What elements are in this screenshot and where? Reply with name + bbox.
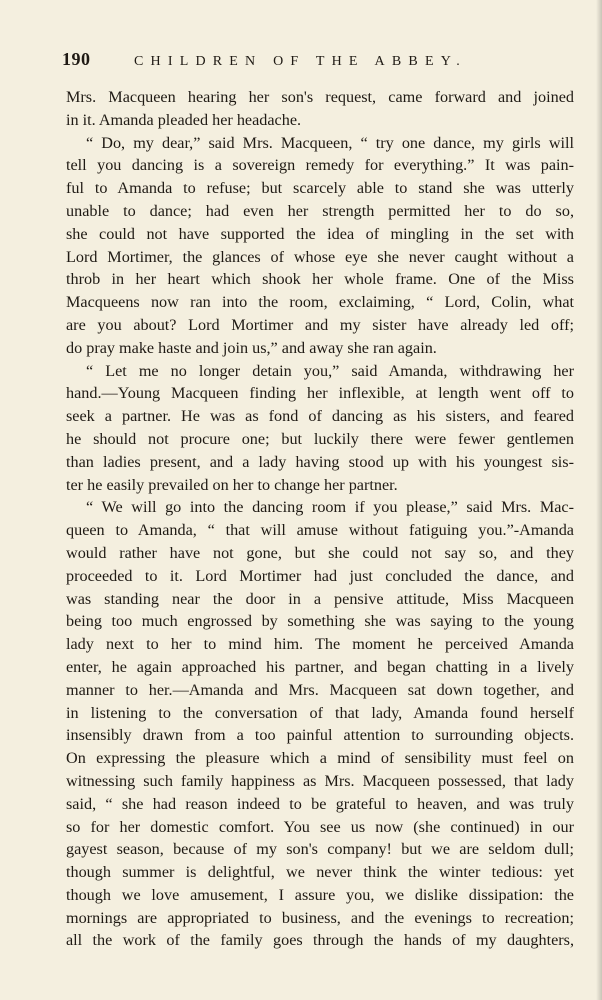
running-head: CHILDREN OF THE ABBEY.: [134, 54, 467, 69]
text-line: proceeded to it. Lord Mortimer had just concluded the dance, and: [66, 566, 574, 585]
text-line: said, “ she had reason indeed to be grateful to heaven, and was truly: [66, 794, 574, 813]
text-line: throb in her heart which shook her whole frame. One of the Miss: [66, 270, 574, 289]
page-header: [62, 49, 572, 71]
page-edge-shadow: [596, 0, 602, 1000]
text-line: enter, he again approached his partner, and began chatting in a lively: [66, 657, 574, 676]
text-line: though summer is delightful, we never think the winter tedious: yet: [66, 863, 574, 882]
text-line: manner to her.—Amanda and Mrs. Macqueen sat down together, and: [66, 680, 574, 699]
text-line: “ Do, my dear,” said Mrs. Macqueen, “ try one dance, my girls will: [86, 133, 574, 152]
text-line: tell you dancing is a sovereign remedy for everything.” It was pain-: [66, 156, 574, 175]
text-line: do pray make haste and join us,” and away she ran again.: [66, 338, 437, 357]
text-line: insensibly drawn from a too painful attention to surrounding objects.: [66, 726, 574, 745]
text-line: Mrs. Macqueen hearing her son's request, came forward and joined: [66, 88, 574, 106]
text-line: all the work of the family goes through the hands of my daughters,: [66, 931, 574, 950]
text-line: lady next to her to mind him. The moment he perceived Amanda: [66, 635, 574, 654]
text-line: On expressing the pleasure which a mind of sensibility must feel on: [66, 749, 574, 768]
text-line: mornings are appropriated to business, and the evenings to recreation;: [66, 908, 574, 927]
text-line: Lord Mortimer, the glances of whose eye she never caught without a: [66, 247, 574, 266]
text-line: so for her domestic comfort. You see us now (she continued) in our: [66, 817, 574, 836]
page-number: 190: [62, 49, 91, 69]
text-line: being too much engrossed by something she was saying to the young: [66, 612, 574, 631]
text-line: than ladies present, and a lady having stood up with his youngest sis-: [66, 452, 574, 471]
text-line: ter he easily prevailed on her to change her partner.: [66, 475, 398, 494]
text-line: seek a partner. He was as fond of dancing as his sisters, and feared: [66, 407, 574, 426]
text-line: “ Let me no longer detain you,” said Amanda, withdrawing her: [86, 361, 574, 380]
text-line: “ We will go into the dancing room if you please,” said Mrs. Mac-: [86, 498, 574, 517]
text-line: was standing near the door in a pensive attitude, Miss Macqueen: [66, 589, 574, 608]
body-text: [66, 86, 574, 952]
text-line: ful to Amanda to refuse; but scarcely able to stand she was utterly: [66, 179, 574, 198]
text-line: in listening to the conversation of that lady, Amanda found herself: [66, 703, 574, 722]
text-line: he should not procure one; but luckily there were fewer gentlemen: [66, 429, 574, 448]
text-line: unable to dance; had even her strength permitted her to do so,: [66, 201, 574, 220]
text-line: gayest season, because of my son's company! but we are seldom dull;: [66, 840, 574, 859]
text-line: queen to Amanda, “ that will amuse without fatiguing you.”-Amanda: [66, 521, 574, 540]
text-line: hand.—Young Macqueen finding her inflexible, at length went off to: [66, 384, 574, 403]
text-line: Macqueens now ran into the room, exclaiming, “ Lord, Colin, what: [66, 293, 574, 312]
text-line: witnessing such family happiness as Mrs. Macqueen possessed, that lady: [66, 771, 574, 790]
text-line: would rather have not gone, but she could not say so, and they: [66, 543, 574, 562]
text-line: in it. Amanda pleaded her headache.: [66, 110, 302, 129]
text-line: are you about? Lord Mortimer and my sister have already led off;: [66, 315, 574, 334]
text-line: though we love amusement, I assure you, we dislike dissipation: the: [66, 885, 574, 904]
text-line: she could not have supported the idea of mingling in the set with: [66, 224, 574, 243]
